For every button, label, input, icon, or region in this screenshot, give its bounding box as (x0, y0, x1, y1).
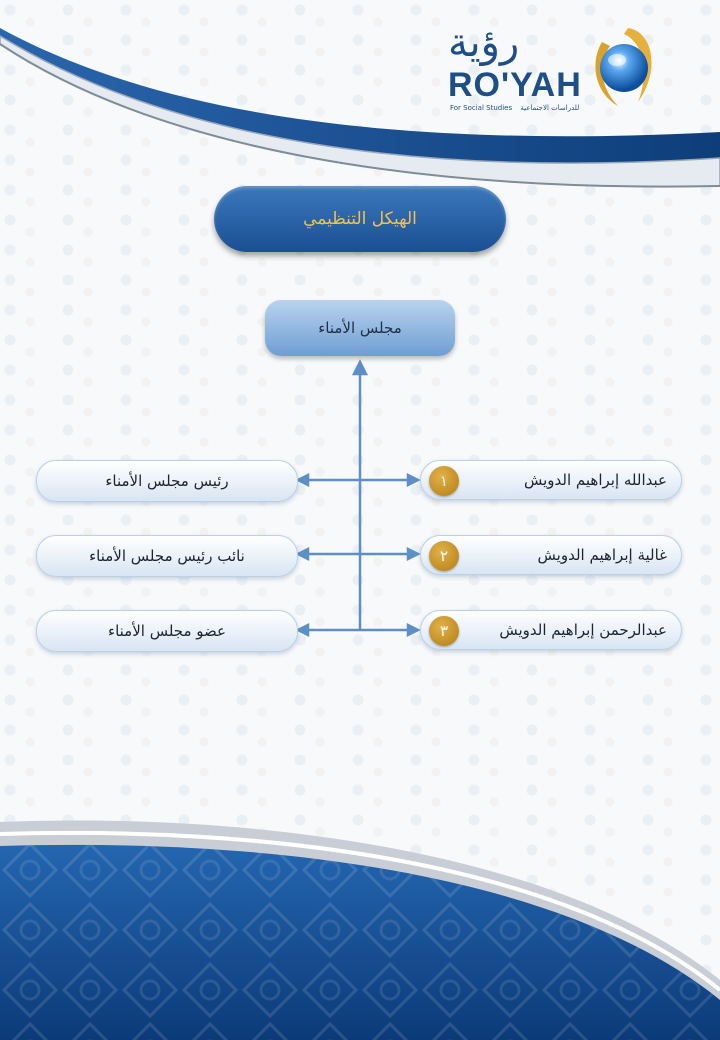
royah-logo (440, 18, 670, 118)
role-label: رئيس مجلس الأمناء (105, 472, 229, 490)
member-node-2 (420, 535, 682, 575)
role-label: عضو مجلس الأمناء (108, 622, 226, 640)
role-node-1 (36, 460, 298, 502)
role-node-3 (36, 610, 298, 652)
logo-tagline-ar: للدراسات الاجتماعية (520, 104, 580, 112)
logo-english-text: RO'YAH (448, 66, 582, 104)
role-node-2 (36, 535, 298, 577)
member-name: غالية إبراهيم الدويش (537, 546, 667, 564)
logo-orb-icon (588, 22, 660, 112)
member-number-badge: ٣ (429, 616, 459, 646)
member-number-badge: ٢ (429, 541, 459, 571)
member-node-1 (420, 460, 682, 500)
logo-arabic-text: رؤية (448, 20, 520, 66)
member-node-3 (420, 610, 682, 650)
member-name: عبدالرحمن إبراهيم الدويش (499, 621, 667, 639)
role-label: نائب رئيس مجلس الأمناء (89, 547, 245, 565)
member-number-badge: ١ (429, 466, 459, 496)
page-title (214, 186, 506, 252)
logo-tagline-en: For Social Studies (450, 104, 513, 112)
board-label: مجلس الأمناء (318, 319, 402, 337)
board-of-trustees-node (265, 300, 455, 356)
page-title-text: الهيكل التنظيمي (303, 209, 417, 229)
member-name: عبدالله إبراهيم الدويش (524, 471, 667, 489)
logo-tagline (450, 104, 585, 112)
connector-lines (298, 362, 418, 635)
